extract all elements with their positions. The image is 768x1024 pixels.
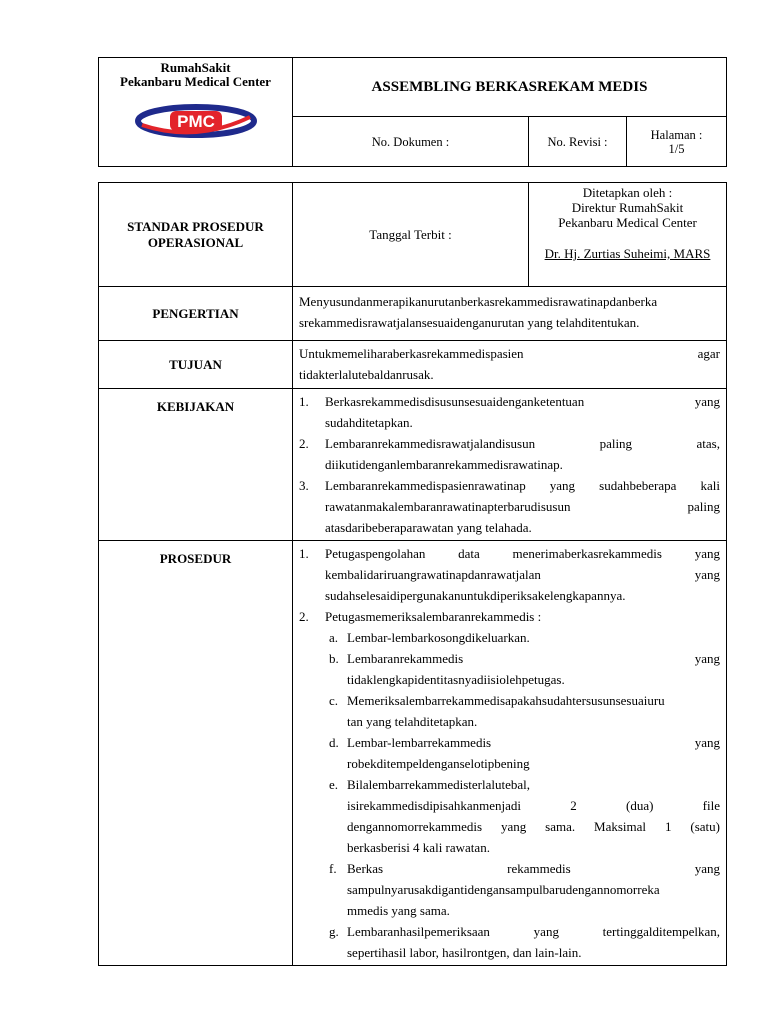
list-line: tidaklengkapidentitasnyadiisiolehpetugas. (347, 672, 565, 687)
list-item (299, 606, 720, 627)
sub-list-marker: d. (329, 735, 339, 750)
list-line: Petugaspengolahan data menerimaberkasrekammedis yang (325, 546, 720, 561)
sub-list-item (299, 858, 720, 921)
pengertian-label: PENGERTIAN (99, 287, 293, 341)
halaman-value: 1/5 (668, 141, 685, 156)
list-number: 2. (299, 609, 309, 624)
list-line: Lembaranrekammedispasienrawatinap yang sudahbeberapa kali (325, 478, 720, 493)
list-line: Bilalembarrekammedisterlalutebal, (347, 777, 531, 792)
sub-list-item (299, 774, 720, 858)
list-line: kembalidariruangrawatinapdanrawatjalan yang (325, 567, 720, 582)
list-line: diikutidenganlembaranrekammedisrawatinap. (325, 457, 563, 472)
list-line: Lembar-lembarkosongdikeluarkan. (347, 630, 530, 645)
list-line: sampulnyarusakdigantidengansampulbarudengannomorreka (347, 882, 660, 897)
pmc-logo-icon (134, 103, 258, 139)
pengertian-text (293, 287, 727, 341)
pengertian-row (99, 287, 727, 341)
no-dokumen-label: No. Dokumen : (293, 117, 529, 167)
list-line: sudahselesaidipergunakanuntukdiperiksakelengkapannya. (325, 588, 626, 603)
sub-list-item (299, 627, 720, 648)
list-number: 2. (299, 436, 309, 451)
list-line: atasdaribeberaparawatan yang telahada. (325, 520, 532, 535)
prosedur-list (293, 541, 727, 966)
doctor-name: Dr. Hj. Zurtias Suheimi, MARS (544, 246, 711, 261)
hospital-name: Pekanbaru Medical Center (558, 215, 697, 230)
list-line: Lembaranhasilpemeriksaan yang tertinggalditempelkan, (347, 924, 720, 939)
halaman-label: Halaman : (650, 127, 703, 142)
sub-list-item (299, 921, 720, 963)
ditetapkan-oleh: Ditetapkan oleh : (582, 185, 673, 200)
document-title: ASSEMBLING BERKASREKAM MEDIS (293, 58, 727, 117)
list-line: berkasberisi 4 kali rawatan. (347, 840, 490, 855)
list-item (299, 391, 720, 433)
pengertian-line: Menyusundanmerapikanurutanberkasrekammedisrawatinapdanberka (299, 294, 658, 309)
list-number: 1. (299, 546, 309, 561)
kebijakan-list (293, 389, 727, 541)
list-line: rawatanmakalembaranrawatinapterbarudisusun paling (325, 499, 720, 514)
prosedur-sublist (299, 627, 720, 963)
pengertian-line: srekammedisrawatjalansesuaidenganurutan yang telahditentukan. (299, 315, 640, 330)
list-line: Lembar-lembarrekammedis yang (347, 735, 720, 750)
list-line: sepertihasil labor, hasilrontgen, dan lain-lain. (347, 945, 582, 960)
tujuan-row (99, 341, 727, 389)
list-line: Lembaranrekammedis yang (347, 651, 720, 666)
signature-block (529, 183, 727, 287)
list-number: 3. (299, 478, 309, 493)
hospital-block (99, 58, 293, 167)
logo-text: PMC (176, 112, 215, 131)
direktur-title: Direktur RumahSakit (571, 200, 684, 215)
list-line: dengannomorrekammedis yang sama. Maksimal 1 (satu) (347, 819, 720, 834)
tanggal-terbit: Tanggal Terbit : (293, 183, 529, 287)
tujuan-line: Untukmemeliharaberkasrekammedispasien agar (299, 346, 720, 361)
document-header (98, 57, 727, 167)
sub-list-marker: e. (329, 777, 339, 792)
list-number: 1. (299, 394, 309, 409)
sub-list-marker: b. (329, 651, 339, 666)
sub-list-marker: g. (329, 924, 339, 939)
sub-list-marker: c. (329, 693, 339, 708)
sop-table (98, 182, 727, 966)
list-line: tan yang telahditetapkan. (347, 714, 478, 729)
list-line: Berkas rekammedis yang (347, 861, 720, 876)
sop-label: STANDAR PROSEDUR OPERASIONAL (99, 183, 293, 287)
list-line: isirekammedisdipisahkanmenjadi 2 (dua) file (347, 798, 720, 813)
list-line: Memeriksalembarrekammedisapakahsudahtersusunsesuaiuru (347, 693, 665, 708)
sub-list-item (299, 732, 720, 774)
hospital-name-line1: RumahSakit (160, 60, 231, 75)
prosedur-label: PROSEDUR (99, 541, 293, 966)
kebijakan-label: KEBIJAKAN (99, 389, 293, 541)
kebijakan-row (99, 389, 727, 541)
list-line: robekditempeldenganselotipbening (347, 756, 530, 771)
hospital-name-line2: Pekanbaru Medical Center (120, 74, 271, 89)
tujuan-line: tidakterlalutebaldanrusak. (299, 367, 434, 382)
tujuan-text (293, 341, 727, 389)
list-item (299, 433, 720, 475)
tujuan-label: TUJUAN (99, 341, 293, 389)
list-line: Lembaranrekammedisrawatjalandisusun paling atas, (325, 436, 720, 451)
sub-list-marker: a. (329, 630, 339, 645)
prosedur-row (99, 541, 727, 966)
list-item (299, 475, 720, 538)
list-line: Berkasrekammedisdisusunsesuaidenganketentuan yang (325, 394, 720, 409)
sub-list-marker: f. (329, 861, 337, 876)
list-line: sudahditetapkan. (325, 415, 413, 430)
sub-list-item (299, 648, 720, 690)
halaman-cell (627, 117, 727, 167)
list-line: Petugasmemeriksalembaranrekammedis : (325, 609, 542, 624)
sub-list-item (299, 690, 720, 732)
list-line: mmedis yang sama. (347, 903, 450, 918)
no-revisi-label: No. Revisi : (529, 117, 627, 167)
sop-header-row (99, 183, 727, 287)
list-item (299, 543, 720, 606)
